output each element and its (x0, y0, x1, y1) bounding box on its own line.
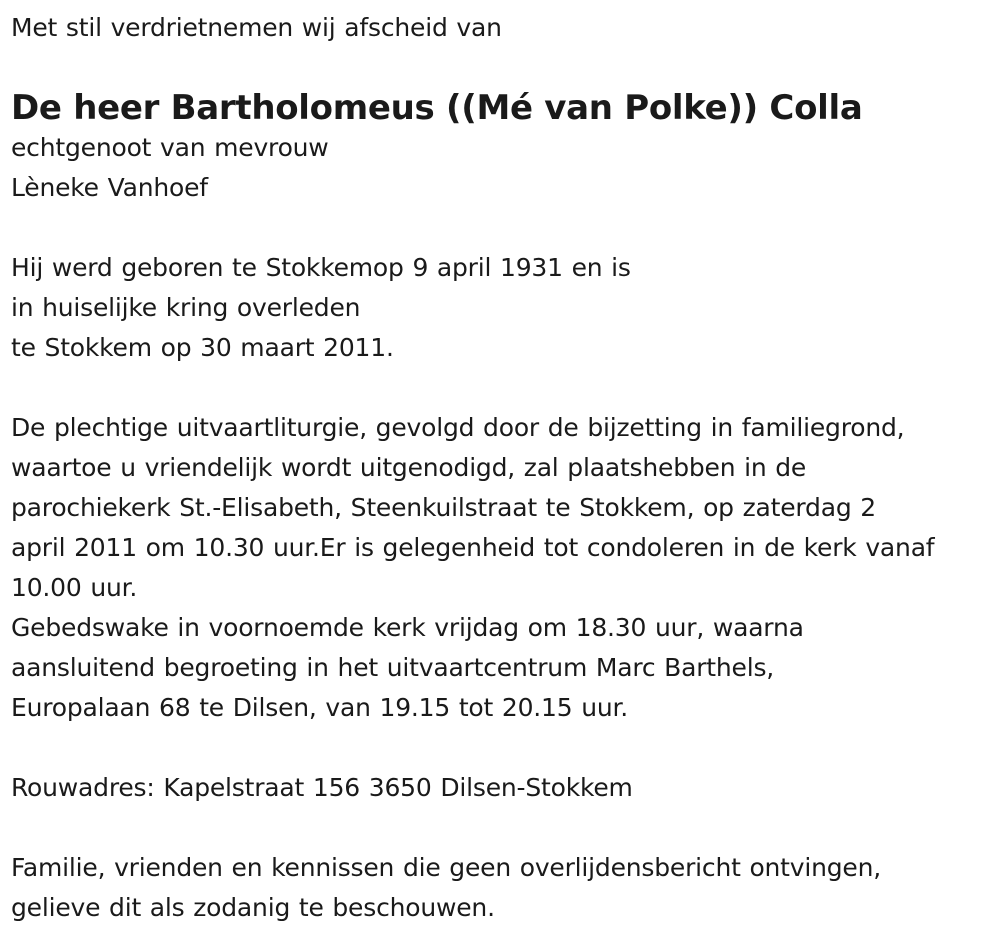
birth-line: te Stokkem op 30 maart 2011. (11, 333, 394, 362)
spacer (11, 208, 991, 248)
funeral-line: De plechtige uitvaartliturgie, gevolgd door de bijzetting in familiegrond, (11, 413, 905, 442)
intro-text: Met stil verdrietnemen wij afscheid van (11, 13, 502, 42)
spacer (11, 368, 991, 408)
obituary-notice (11, 8, 991, 928)
funeral-line: waartoe u vriendelijk wordt uitgenodigd, zal plaatshebben in de (11, 453, 807, 482)
funeral-line: aansluitend begroeting in het uitvaartcentrum Marc Barthels, (11, 653, 775, 682)
mourning-address: Rouwadres: Kapelstraat 156 3650 Dilsen-Stokkem (11, 773, 633, 802)
deceased-name: De heer Bartholomeus ((Mé van Polke)) Colla (11, 88, 863, 128)
spacer (11, 728, 991, 768)
birth-death-paragraph (11, 248, 991, 368)
funeral-line: Europalaan 68 te Dilsen, van 19.15 tot 20.15 uur. (11, 693, 629, 722)
funeral-line: 10.00 uur. (11, 573, 138, 602)
closing-line: Familie, vrienden en kennissen die geen overlijdensbericht ontvingen, (11, 853, 882, 882)
spouse-name: Lèneke Vanhoef (11, 173, 208, 202)
funeral-paragraph (11, 408, 991, 728)
spacer (11, 808, 991, 848)
birth-line: in huiselijke kring overleden (11, 293, 361, 322)
funeral-line: april 2011 om 10.30 uur.Er is gelegenheid tot condoleren in de kerk vanaf (11, 533, 935, 562)
closing-paragraph (11, 848, 991, 928)
funeral-line: parochiekerk St.-Elisabeth, Steenkuilstraat te Stokkem, op zaterdag 2 (11, 493, 876, 522)
spouse-line: echtgenoot van mevrouw (11, 133, 329, 162)
birth-line: Hij werd geboren te Stokkemop 9 april 1931 en is (11, 253, 631, 282)
funeral-line: Gebedswake in voornoemde kerk vrijdag om 18.30 uur, waarna (11, 613, 804, 642)
closing-line: gelieve dit als zodanig te beschouwen. (11, 893, 495, 922)
